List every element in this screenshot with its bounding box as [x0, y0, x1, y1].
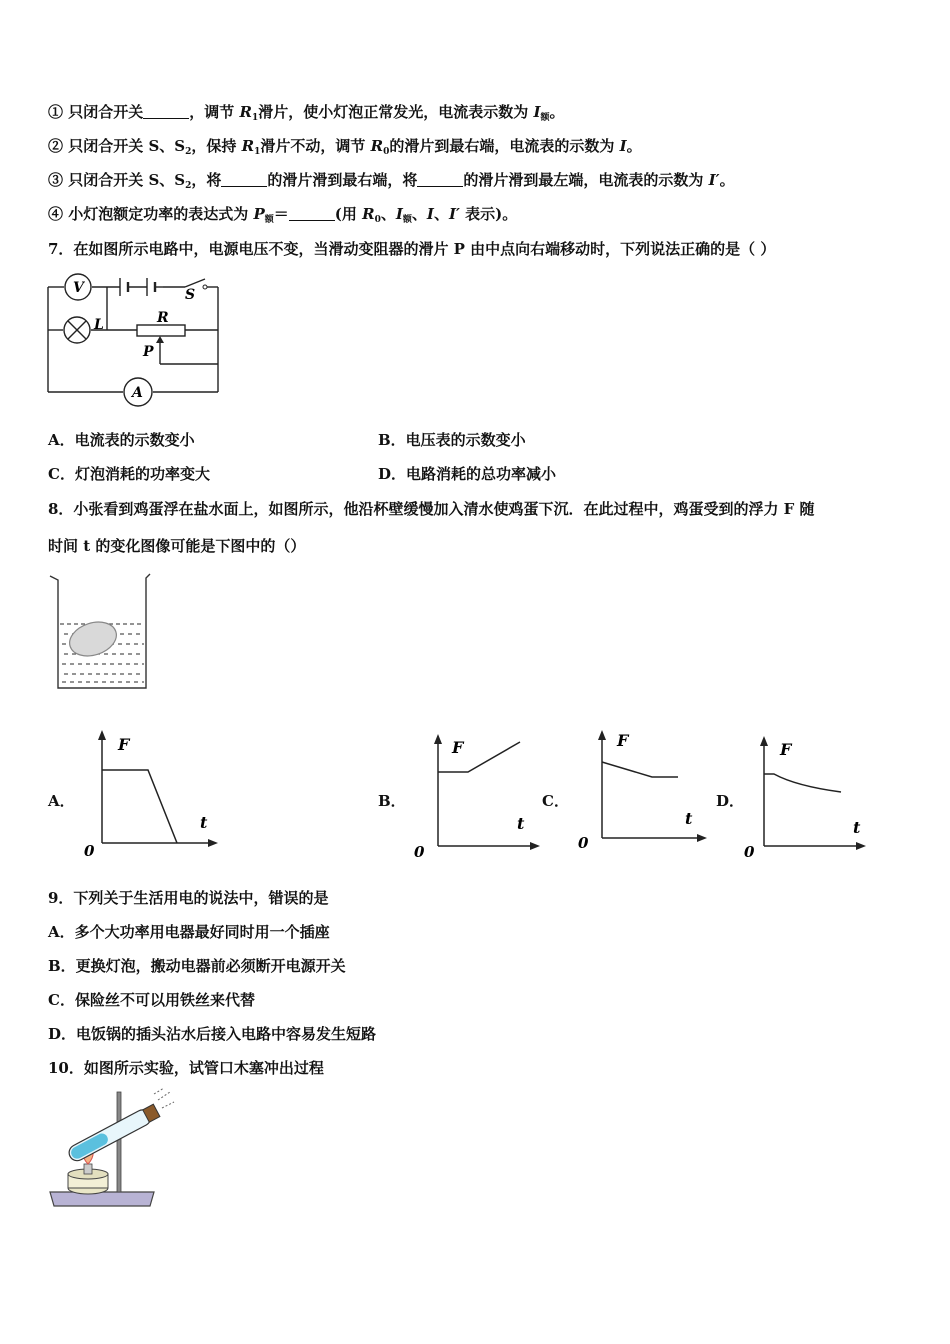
q8-option-c-label[interactable]: C． — [542, 792, 569, 810]
x-axis-label: t — [853, 818, 861, 837]
q9-stem: 9．下列关于生活用电的说法中，错误的是 — [48, 889, 329, 907]
q7-option-b[interactable]: B．电压表的示数变小 — [378, 431, 526, 449]
answer-blank[interactable] — [221, 172, 267, 187]
q9-option-a[interactable]: A．多个大功率用电器最好同时用一个插座 — [48, 923, 330, 941]
q7-stem: 7．在如图所示电路中，电源电压不变，当滑动变阻器的滑片 P 由中点向右端移动时，下列说法正确的是（ ） — [48, 240, 776, 258]
origin-label: 0 — [414, 843, 425, 861]
voltmeter-label: V — [73, 280, 84, 296]
step-1: ① 只闭合开关 ，调节 $R_1$滑片，使小灯泡正常发光，电流表示数为 $I_额$。 — [48, 103, 565, 123]
q9-option-c[interactable]: C．保险丝不可以用铁丝来代替 — [48, 991, 255, 1009]
y-axis-label: F — [617, 731, 629, 750]
q9-option-b[interactable]: B．更换灯泡，搬动电器前必须断开电源开关 — [48, 957, 346, 975]
x-axis-label: t — [517, 814, 525, 833]
answer-blank[interactable] — [143, 104, 189, 119]
lamp-label: L — [94, 317, 104, 333]
q8-graph-c[interactable] — [574, 724, 714, 859]
q8-graph-d[interactable] — [740, 728, 875, 863]
q10-stem: 10．如图所示实验，试管口木塞冲出过程 — [48, 1059, 324, 1077]
q8-graph-b[interactable] — [410, 728, 545, 863]
slider-label: P — [143, 344, 154, 360]
egg — [65, 616, 121, 661]
step-3: ③ 只闭合开关 S、$S_2$，将 的滑片滑到最右端，将 的滑片滑到最左端，电流表的示数为 I′。 — [48, 171, 735, 191]
x-axis-label: t — [200, 813, 208, 832]
origin-label: 0 — [578, 834, 589, 852]
q7-option-a[interactable]: A．电流表的示数变小 — [48, 431, 195, 449]
resistor-label: R — [157, 310, 169, 326]
y-axis-label: F — [118, 735, 130, 754]
beaker-with-egg-figure — [46, 570, 156, 695]
step-4: ④ 小灯泡额定功率的表达式为 $P_额=$ (用 $R_0$、$I_额$、I、I′ 表示)。 — [48, 205, 518, 225]
q7-circuit-diagram — [40, 270, 230, 410]
q8-option-a-label[interactable]: A． — [48, 792, 75, 810]
q8-graph-a[interactable] — [80, 728, 225, 863]
y-axis-label: F — [780, 740, 792, 759]
switch-label: S — [185, 287, 196, 303]
q8-option-d-label[interactable]: D． — [716, 792, 745, 810]
y-axis-label: F — [452, 738, 464, 757]
ammeter-label: A — [132, 385, 143, 401]
origin-label: 0 — [744, 843, 755, 861]
q8-option-b-label[interactable]: B． — [378, 792, 406, 810]
q9-option-d[interactable]: D．电饭锅的插头沾水后接入电路中容易发生短路 — [48, 1025, 377, 1043]
q8-stem-line1: 8．小张看到鸡蛋浮在盐水面上，如图所示，他沿杯壁缓慢加入清水使鸡蛋下沉．在此过程中，鸡蛋受到的浮力 F 随 — [48, 500, 815, 518]
q7-option-c[interactable]: C．灯泡消耗的功率变大 — [48, 465, 210, 483]
test-tube-cork-experiment-figure — [46, 1088, 176, 1213]
answer-blank[interactable] — [417, 172, 463, 187]
answer-blank[interactable] — [289, 206, 335, 221]
origin-label: 0 — [84, 842, 95, 860]
x-axis-label: t — [685, 809, 693, 828]
q8-stem-line2: 时间 t 的变化图像可能是下图中的（） — [48, 537, 306, 555]
step-2: ② 只闭合开关 S、$S_2$，保持 $R_1$滑片不动，调节 $R_0$的滑片到最右端，电流表的示数为 I。 — [48, 137, 642, 157]
q7-option-d[interactable]: D．电路消耗的总功率减小 — [378, 465, 557, 483]
